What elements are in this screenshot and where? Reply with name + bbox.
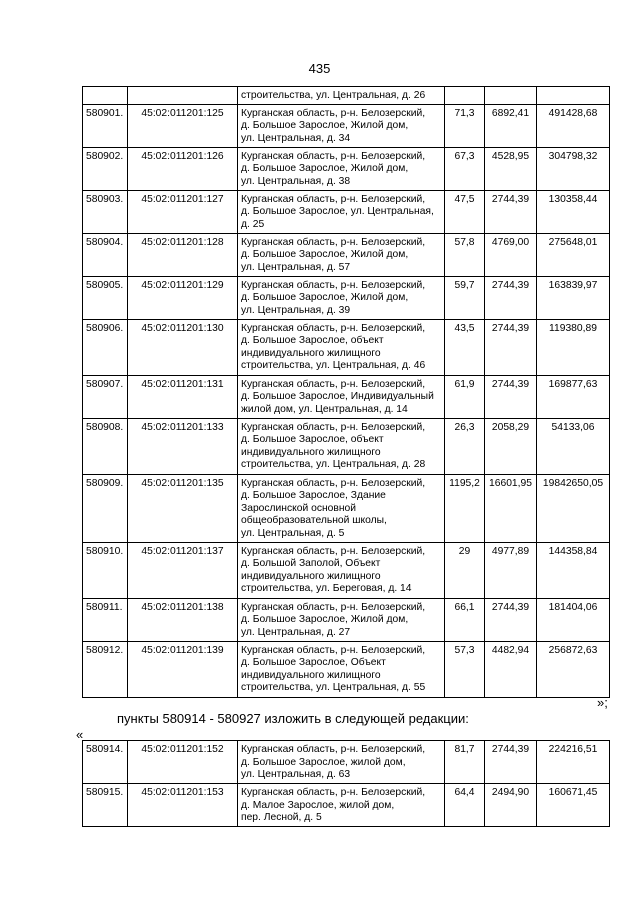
cadastral-number: 45:02:011201:133 [128,418,238,474]
object-area: 67,3 [445,147,485,190]
table-row [83,741,610,784]
cadastral-number: 45:02:011201:139 [128,641,238,697]
row-number: 580910. [83,542,128,598]
unit-price: 2494,90 [485,784,537,827]
cadastral-value: 169877,63 [537,375,610,418]
table-row [83,276,610,319]
object-address: Курганская область, р-н. Белозерский, д. Большое Зарослое, жилой дом, ул. Центральная, д. 63 [238,741,445,784]
cadastral-number [128,87,238,105]
cadastral-value: 256872,63 [537,641,610,697]
unit-price: 4977,89 [485,542,537,598]
cadastral-value: 304798,32 [537,147,610,190]
opening-quote: « [76,727,84,742]
object-area: 81,7 [445,741,485,784]
cadastral-number: 45:02:011201:137 [128,542,238,598]
cadastral-number: 45:02:011201:152 [128,741,238,784]
row-number: 580908. [83,418,128,474]
unit-price: 2744,39 [485,319,537,375]
row-number: 580904. [83,233,128,276]
table-row [83,784,610,827]
object-address: Курганская область, р-н. Белозерский, д. Большое Зарослое, Жилой дом, ул. Центральная, д. 34 [238,104,445,147]
object-area: 47,5 [445,190,485,233]
row-number: 580912. [83,641,128,697]
object-address: строительства, ул. Центральная, д. 26 [238,87,445,105]
table-row [83,233,610,276]
cadastral-number: 45:02:011201:126 [128,147,238,190]
cadastral-number: 45:02:011201:127 [128,190,238,233]
object-address: Курганская область, р-н. Белозерский, д. Большое Зарослое, ул. Центральная, д. 25 [238,190,445,233]
unit-price: 4769,00 [485,233,537,276]
object-area: 43,5 [445,319,485,375]
object-address: Курганская область, р-н. Белозерский, д. Большое Зарослое, Жилой дом, ул. Центральная, д. 27 [238,598,445,641]
row-number: 580901. [83,104,128,147]
object-address: Курганская область, р-н. Белозерский, д. Большое Зарослое, Жилой дом, ул. Центральная, д. 38 [238,147,445,190]
object-address: Курганская область, р-н. Белозерский, д. Малое Зарослое, жилой дом, пер. Лесной, д. 5 [238,784,445,827]
amendment-instruction: пункты 580914 - 580927 изложить в следующей редакции: [117,711,469,726]
table-row [83,598,610,641]
unit-price [485,87,537,105]
unit-price: 2744,39 [485,598,537,641]
object-address: Курганская область, р-н. Белозерский, д. Большое Зарослое, объект индивидуального жилищного строительства, ул. Центральная, д. 46 [238,319,445,375]
unit-price: 2744,39 [485,741,537,784]
table-row [83,474,610,542]
unit-price: 2744,39 [485,190,537,233]
object-area: 26,3 [445,418,485,474]
register-table-continued [82,86,610,698]
cadastral-number: 45:02:011201:125 [128,104,238,147]
table-row [83,375,610,418]
table-row [83,641,610,697]
object-address: Курганская область, р-н. Белозерский, д. Большое Зарослое, Объект индивидуального жилищного строительства, ул. Центральная, д. 55 [238,641,445,697]
table-row [83,147,610,190]
cadastral-value [537,87,610,105]
object-area: 57,8 [445,233,485,276]
cadastral-number: 45:02:011201:129 [128,276,238,319]
row-number: 580914. [83,741,128,784]
cadastral-value: 491428,68 [537,104,610,147]
row-number: 580902. [83,147,128,190]
row-number: 580903. [83,190,128,233]
object-address: Курганская область, р-н. Белозерский, д. Большое Зарослое, Жилой дом, ул. Центральная, д. 39 [238,276,445,319]
row-number: 580909. [83,474,128,542]
row-number: 580907. [83,375,128,418]
row-number: 580915. [83,784,128,827]
object-area: 61,9 [445,375,485,418]
row-number: 580911. [83,598,128,641]
cadastral-value: 144358,84 [537,542,610,598]
table-row [83,418,610,474]
object-area [445,87,485,105]
cadastral-value: 163839,97 [537,276,610,319]
cadastral-value: 275648,01 [537,233,610,276]
unit-price: 4528,95 [485,147,537,190]
object-area: 57,3 [445,641,485,697]
cadastral-number: 45:02:011201:130 [128,319,238,375]
cadastral-value: 119380,89 [537,319,610,375]
object-address: Курганская область, р-н. Белозерский, д. Большой Заполой, Объект индивидуального жилищного строительства, ул. Береговая, д. 14 [238,542,445,598]
unit-price: 6892,41 [485,104,537,147]
cadastral-value: 160671,45 [537,784,610,827]
cadastral-value: 54133,06 [537,418,610,474]
table-row [83,87,610,105]
object-area: 29 [445,542,485,598]
object-address: Курганская область, р-н. Белозерский, д. Большое Зарослое, Жилой дом, ул. Центральная, д. 57 [238,233,445,276]
object-address: Курганская область, р-н. Белозерский, д. Большое Зарослое, Здание Зарослинской основной общеобразовательной школы, ул. Центральная, д. 5 [238,474,445,542]
cadastral-value: 130358,44 [537,190,610,233]
object-area: 71,3 [445,104,485,147]
cadastral-number: 45:02:011201:153 [128,784,238,827]
table-row [83,190,610,233]
closing-quote: »; [597,695,608,710]
unit-price: 4482,94 [485,641,537,697]
cadastral-value: 19842650,05 [537,474,610,542]
unit-price: 2744,39 [485,276,537,319]
row-number [83,87,128,105]
object-address: Курганская область, р-н. Белозерский, д. Большое Зарослое, объект индивидуального жилищного строительства, ул. Центральная, д. 28 [238,418,445,474]
cadastral-number: 45:02:011201:138 [128,598,238,641]
cadastral-value: 181404,06 [537,598,610,641]
cadastral-number: 45:02:011201:128 [128,233,238,276]
page-number: 435 [308,61,331,76]
unit-price: 2058,29 [485,418,537,474]
table-row [83,319,610,375]
cadastral-value: 224216,51 [537,741,610,784]
object-area: 1195,2 [445,474,485,542]
object-area: 64,4 [445,784,485,827]
register-table-new-edition [82,740,610,827]
cadastral-number: 45:02:011201:135 [128,474,238,542]
unit-price: 16601,95 [485,474,537,542]
object-area: 66,1 [445,598,485,641]
cadastral-number: 45:02:011201:131 [128,375,238,418]
table-row [83,542,610,598]
object-area: 59,7 [445,276,485,319]
table-row [83,104,610,147]
row-number: 580905. [83,276,128,319]
object-address: Курганская область, р-н. Белозерский, д. Большое Зарослое, Индивидуальный жилой дом, ул. Центральная, д. 14 [238,375,445,418]
row-number: 580906. [83,319,128,375]
unit-price: 2744,39 [485,375,537,418]
